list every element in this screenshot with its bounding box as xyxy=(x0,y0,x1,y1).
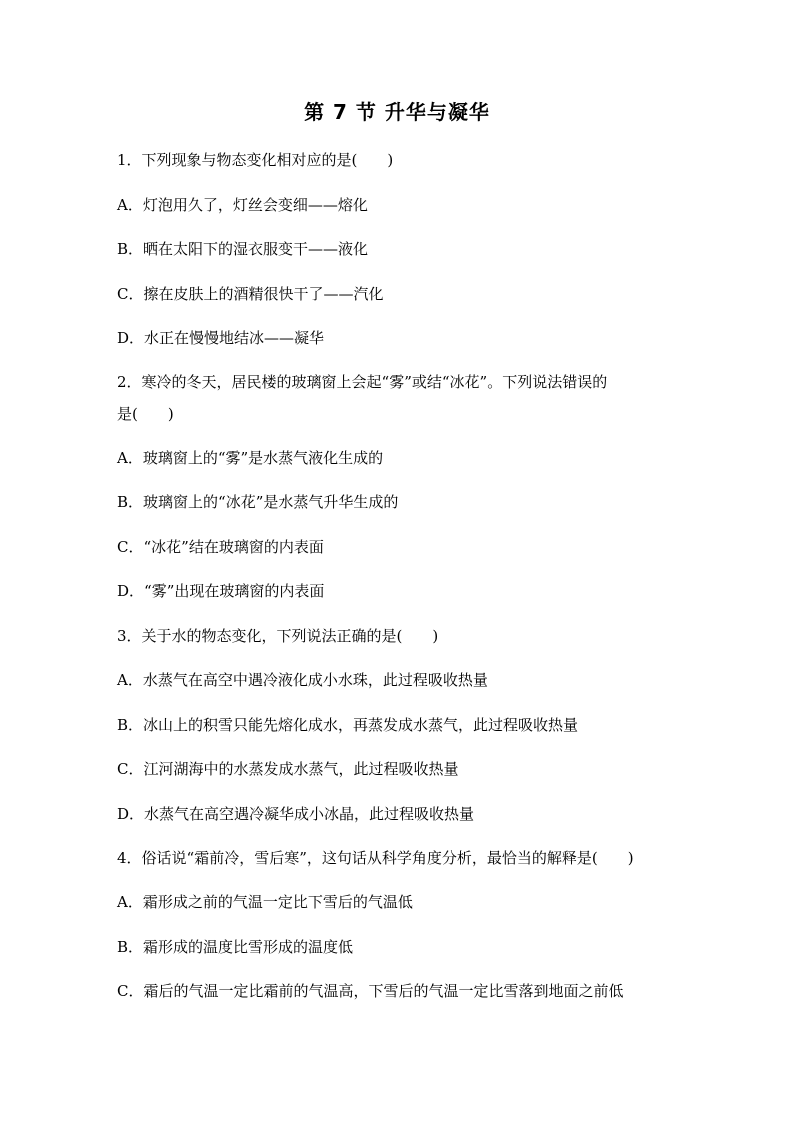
question-2-option-b: B．玻璃窗上的“冰花”是水蒸气升华生成的 xyxy=(117,493,399,511)
question-4-option-b: B．霜形成的温度比雪形成的温度低 xyxy=(117,938,354,956)
question-1-option-a: A．灯泡用久了，灯丝会变细——熔化 xyxy=(117,196,368,214)
question-3-option-d: D．水蒸气在高空遇冷凝华成小冰晶，此过程吸收热量 xyxy=(117,805,475,823)
question-3-option-b: B．冰山上的积雪只能先熔化成水，再蒸发成水蒸气，此过程吸收热量 xyxy=(117,716,579,734)
question-3-option-a: A．水蒸气在高空中遇冷液化成小水珠，此过程吸收热量 xyxy=(117,671,488,689)
question-1-stem: 1．下列现象与物态变化相对应的是( ) xyxy=(117,151,394,169)
question-2-option-c: C．“冰花”结在玻璃窗的内表面 xyxy=(117,538,324,556)
question-4-stem: 4．俗话说“霜前冷，雪后寒”，这句话从科学角度分析，最恰当的解释是( ) xyxy=(117,849,634,867)
question-1-option-c: C．擦在皮肤上的酒精很快干了——汽化 xyxy=(117,285,384,303)
question-2-option-a: A．玻璃窗上的“雾”是水蒸气液化生成的 xyxy=(117,449,384,467)
question-2-option-d: D．“雾”出现在玻璃窗的内表面 xyxy=(117,582,325,600)
question-4-option-a: A．霜形成之前的气温一定比下雪后的气温低 xyxy=(117,893,413,911)
page-title: 第 7 节 升华与凝华 xyxy=(304,100,490,124)
question-2-stem-line-1: 2．寒冷的冬天，居民楼的玻璃窗上会起“雾”或结“冰花”。下列说法错误的 xyxy=(117,373,608,391)
question-3-stem: 3．关于水的物态变化，下列说法正确的是( ) xyxy=(117,627,439,645)
question-4-option-c: C．霜后的气温一定比霜前的气温高，下雪后的气温一定比雪落到地面之前低 xyxy=(117,982,624,1000)
question-3-option-c: C．江河湖海中的水蒸发成水蒸气，此过程吸收热量 xyxy=(117,760,459,778)
question-1-option-b: B．晒在太阳下的湿衣服变干——液化 xyxy=(117,240,369,258)
question-2-stem-line-2: 是( ) xyxy=(117,405,174,423)
question-1-option-d: D．水正在慢慢地结冰——凝华 xyxy=(117,329,325,347)
